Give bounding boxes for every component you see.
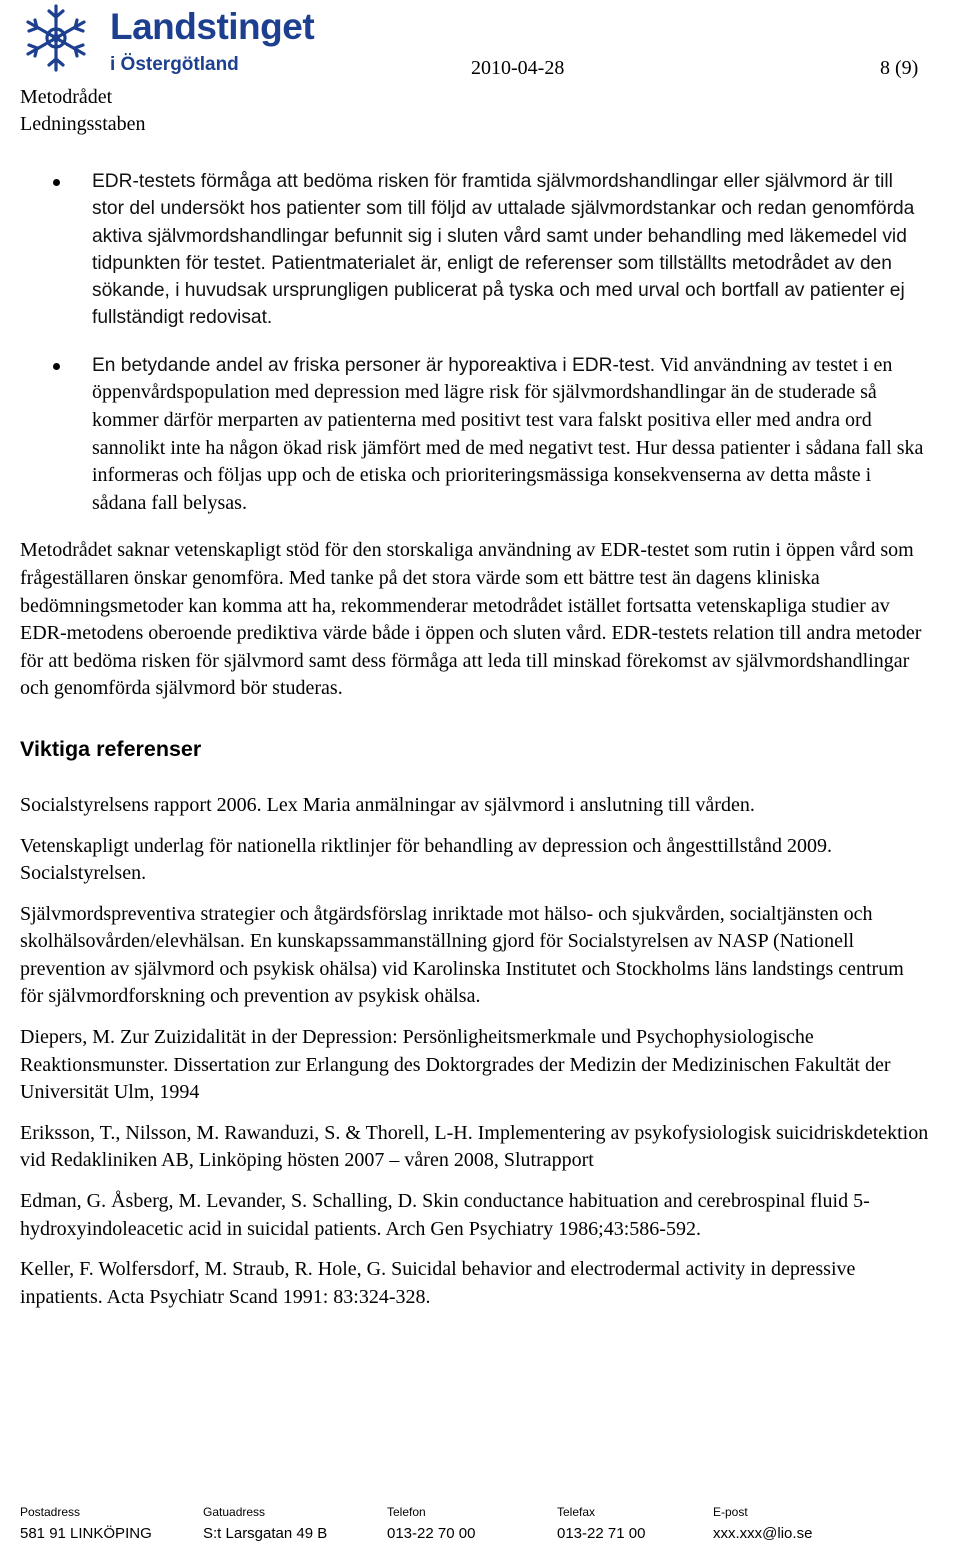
bullet-icon — [53, 363, 60, 370]
document-date: 2010-04-28 — [471, 57, 565, 79]
bullet-item — [20, 168, 930, 332]
fax-value: 013-22 71 00 — [557, 1525, 646, 1542]
snowflake-emblem-icon — [20, 2, 92, 74]
reference-item: Självmordspreventiva strategier och åtgärdsförslag inriktade mot hälso- och sjukvården, socialtjänsten och skolhälsovården/elevhälsan. En kunskapssammanställning gjord för Socialstyrelsen av NASP (Nationell prevention av självmord och psykisk ohälsa) vid Karolinska Institutet och Stockholms läns landstings centrum för självmordforskning och prevention av psykisk ohälsa. — [20, 902, 904, 1008]
footer-fax — [557, 1505, 645, 1543]
reference-list — [20, 792, 930, 1312]
unit-name: Ledningsstaben — [20, 113, 146, 135]
department-name: Metodrådet — [20, 86, 113, 108]
logo-wordmark: Landstinget — [110, 6, 315, 47]
phone-value: 013-22 70 00 — [387, 1525, 476, 1542]
street-value: S:t Larsgatan 49 B — [203, 1525, 328, 1542]
bullet-icon — [53, 179, 60, 186]
department-block — [20, 84, 146, 138]
bullet-item — [20, 352, 930, 518]
fax-label: Telefax — [557, 1505, 596, 1519]
reference-item: Keller, F. Wolfersdorf, M. Straub, R. Hole, G. Suicidal behavior and electrodermal activity in depressive inpatients. Acta Psychiatr Scand 1991: 83:324-328. — [20, 1258, 856, 1308]
page-number: 8 (9) — [880, 57, 919, 79]
reference-item: Diepers, M. Zur Zuizidalität in der Depression: Persönligheitsmerkmale und Psychophysiologische Reaktionsmunster. Dissertation zur Erlangung des Doktorgrades der Medizin der Medizinischen Fakultät der Universität Ulm, 1994 — [20, 1026, 891, 1104]
footer-phone — [387, 1505, 475, 1543]
street-label: Gatuadress — [203, 1505, 266, 1519]
page-footer — [20, 1505, 940, 1541]
email-label: E-post — [713, 1505, 748, 1519]
footer-email — [713, 1505, 812, 1543]
bullet-text: EDR-testets förmåga att bedöma risken för framtida självmordshandlingar eller självmord är till stor del undersökt hos patienter som till följd av uttalade självmordstankar och redan genomförda aktiva självmordshandlingar befunnit sig i sluten vård samt under behandling med läkemedel vid tidpunkten för testet. Patientmaterialet är, enligt de referenser som tillställts metodrådet av den sökande, i huvudsak ursprungligen publicerat på tyska och med urval och bortfall av patienter ej fullständigt redovisat. — [92, 171, 915, 329]
postal-value: 581 91 LINKÖPING — [20, 1525, 152, 1542]
email-value: xxx.xxx@lio.se — [713, 1525, 813, 1542]
reference-item: Socialstyrelsens rapport 2006. Lex Maria anmälningar av självmord i anslutning till vården. — [20, 793, 755, 816]
reference-item: Eriksson, T., Nilsson, M. Rawanduzi, S. & Thorell, L-H. Implementering av psykofysiologisk suicidriskdetektion vid Redakliniken AB, Linköping hösten 2007 – våren 2008, Slutrapport — [20, 1121, 929, 1172]
phone-label: Telefon — [387, 1505, 426, 1519]
bullet-text-lead: En betydande andel av friska personer är hyporeaktiva i EDR-test. — [92, 354, 656, 376]
bullet-text-rest: Vid användning av testet i en öppenvårdspopulation med depression med lägre risk för självmordshandlingar än de studerade så kommer därför merparten av patienterna med positivt test vara falskt positiva eller med andra ord sannolikt inte ha någon ökad risk jämfört med de med negativt test. Hur dessa patienter i sådana fall ska informeras och följas upp och de etiska och prioriteringsmässiga konsekvenserna av detta måste i sådana fall belysas. — [92, 353, 924, 514]
logo-subtitle: i Östergötland — [110, 54, 239, 75]
landstinget-logo — [20, 2, 320, 78]
conclusion-paragraph: Metodrådet saknar vetenskapligt stöd för den storskaliga användning av EDR-testet som rutin i öppen vård som frågeställaren önskar genomföra. Med tanke på det stora värde som ett bättre test än dagens kliniska bedömningsmetoder kan komma att ha, rekommenderar metodrådet istället fortsatta vetenskapliga studier av EDR-metodens oberoende prediktiva värde både i öppen och sluten vård. EDR-testets relation till andra metoder för att bedöma risken för självmord samt dess förmåga att leda till minskad förekomst av självmordshandlingar och genomförda självmord bör studeras. — [20, 539, 922, 700]
references-heading: Viktiga referenser — [20, 736, 202, 761]
reference-item: Vetenskapligt underlag för nationella riktlinjer för behandling av depression och ångesttillstånd 2009. Socialstyrelsen. — [20, 834, 833, 885]
reference-item: Edman, G. Åsberg, M. Levander, S. Schalling, D. Skin conductance habituation and cerebrospinal fluid 5-hydroxyindoleacetic acid in suicidal patients. Arch Gen Psychiatry 1986;43:586-592. — [20, 1190, 870, 1240]
footer-postal — [20, 1505, 152, 1543]
bullet-list — [20, 168, 930, 517]
footer-street — [203, 1505, 327, 1543]
postal-label: Postadress — [20, 1505, 81, 1519]
document-body — [20, 168, 930, 1324]
